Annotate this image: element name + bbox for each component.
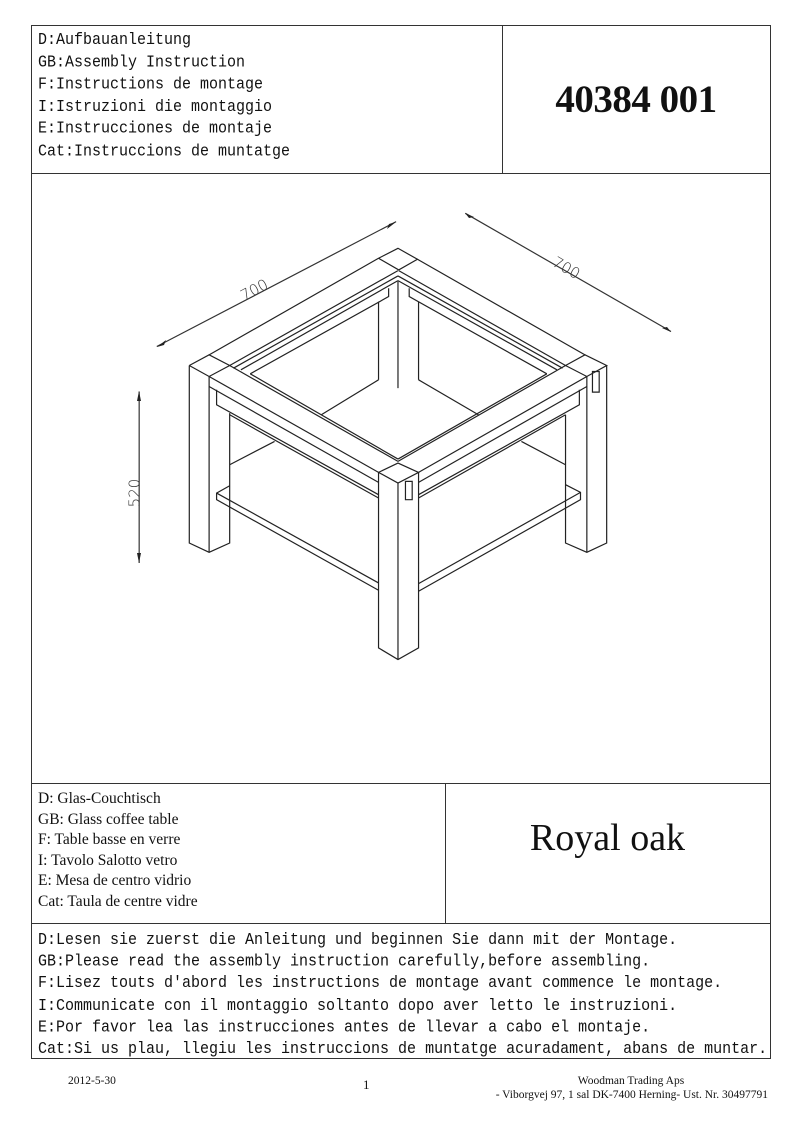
arrow-icon: [662, 327, 671, 332]
footer-company: Woodman Trading Aps: [577, 1075, 685, 1087]
title-es: E:Instrucciones de montaje: [38, 119, 273, 138]
notice-es: E:Por favor lea las instrucciones antes de llevar a cabo el montaje.: [38, 1018, 651, 1037]
arrow-icon: [465, 213, 474, 218]
height-dimension-label: 520: [125, 478, 144, 508]
arrow-icon: [137, 553, 141, 563]
notice-cat: Cat:Si us plau, llegiu les instruccions de muntatge acuradament, abans de muntar.: [38, 1040, 768, 1059]
page-number: 1: [363, 1077, 370, 1092]
product-series: Royal oak: [529, 817, 686, 859]
product-name-gb: GB: Glass coffee table: [38, 810, 179, 828]
reading-notice: [38, 930, 767, 1061]
depth-dimension-label: 700: [549, 253, 584, 283]
notice-it: I:Communicate con il montaggio soltanto dopo aver letto le instruzioni.: [38, 996, 678, 1015]
dimension-arrows: [137, 213, 671, 563]
product-name-fr: F: Table basse en verre: [38, 831, 181, 848]
product-name-cat: Cat: Taula de centre vidre: [38, 892, 198, 910]
notice-gb: GB:Please read the assembly instruction carefully,before assembling.: [38, 952, 651, 972]
article-number: 40384 001: [555, 78, 717, 121]
footer-date: 2012-5-30: [68, 1075, 116, 1087]
notice-de: D:Lesen sie zuerst die Anleitung und beginnen Sie dann mit der Montage.: [38, 931, 678, 950]
product-name-de: D: Glas-Couchtisch: [38, 790, 161, 807]
arrow-icon: [157, 340, 166, 347]
product-names: [38, 789, 198, 912]
arrow-icon: [137, 391, 141, 401]
footer-address: - Viborgvej 97, 1 sal DK-7400 Herning- Ust. Nr. 30497791: [495, 1089, 768, 1101]
table-legs: [189, 282, 606, 660]
title-gb: GB:Assembly Instruction: [38, 53, 246, 72]
title-cat: Cat:Instruccions de muntatge: [38, 141, 291, 161]
product-name-es: E: Mesa de centro vidrio: [38, 872, 192, 889]
title-fr: F:Instructions de montage: [38, 75, 264, 94]
product-name-it: I: Tavolo Salotto vetro: [38, 851, 178, 869]
width-dimension-label: 700: [237, 275, 272, 305]
title-de: D:Aufbauanleitung: [38, 31, 192, 50]
title-it: I:Istruzioni die montaggio: [38, 97, 273, 116]
notice-fr: F:Lisez touts d'abord les instructions de montage avant commence le montage.: [38, 974, 723, 994]
